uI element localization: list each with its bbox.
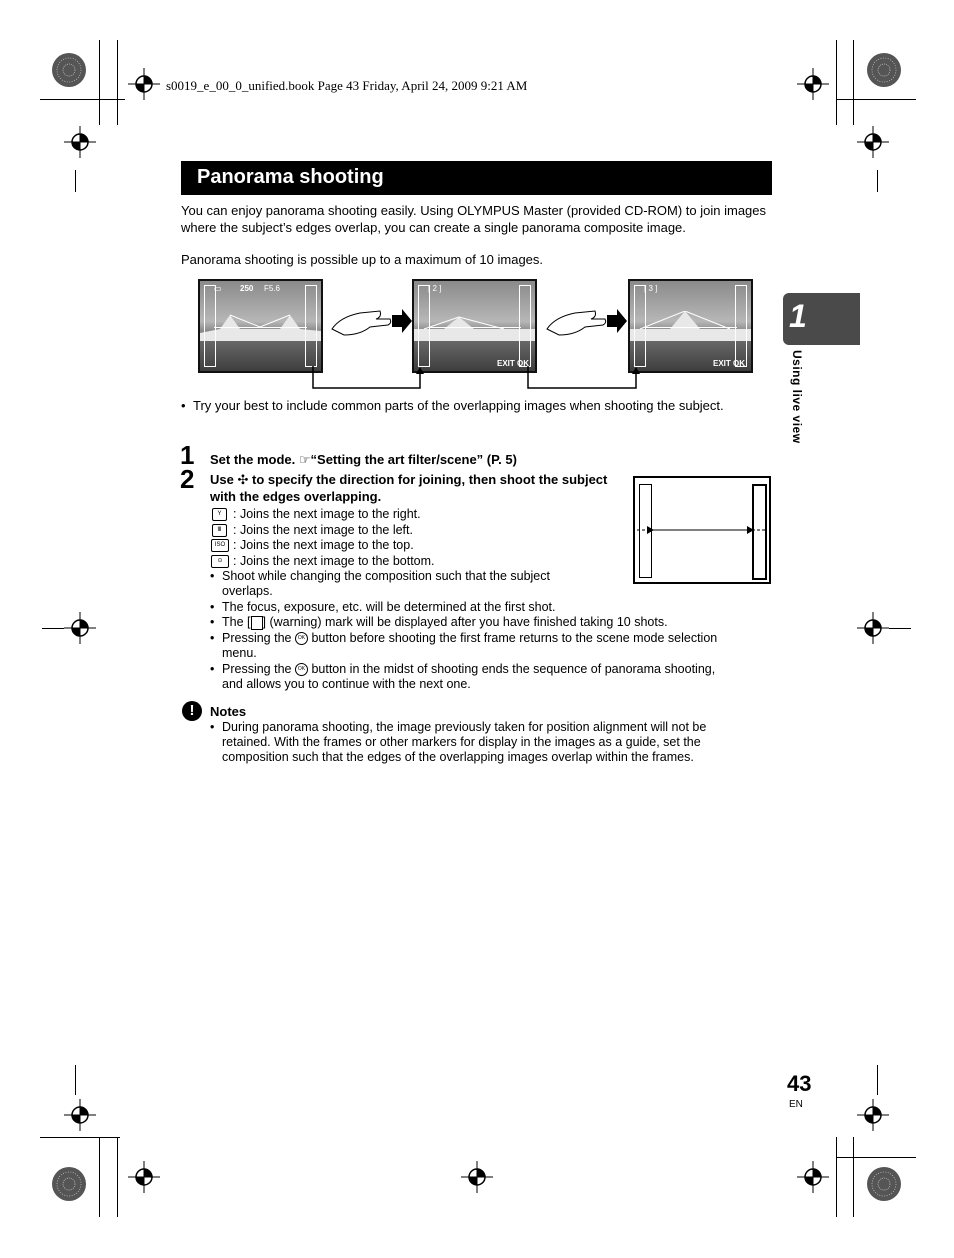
step-1-text: Set the mode. ☞“Setting the art filter/scene” (P. 5) — [210, 452, 517, 467]
caution-icon: ! — [182, 701, 202, 721]
right-button-icon: Y — [212, 508, 227, 521]
registration-mark-icon — [64, 126, 96, 158]
chapter-number: 1 — [789, 298, 807, 334]
step-2-text: Use ✣ to specify the direction for joining, then shoot the subject with the edges overlapping. — [210, 472, 608, 504]
starburst-mark-icon — [51, 1166, 87, 1202]
registration-mark-icon — [797, 68, 829, 100]
page-number: 43 — [787, 1071, 812, 1096]
reference-icon: ☞ — [298, 452, 311, 467]
frame-counter: [ 2 ] — [428, 284, 442, 293]
up-button-icon: ISO — [211, 539, 229, 552]
hand-press-icon — [330, 305, 412, 345]
registration-mark-icon — [857, 1099, 889, 1131]
starburst-mark-icon — [51, 52, 87, 88]
language-code: EN — [789, 1099, 803, 1110]
overlap-guide-diagram — [633, 476, 771, 584]
frame-counter: [ 3 ] — [644, 284, 658, 293]
section-title-bar — [181, 161, 772, 195]
camera-screen-2 — [412, 279, 537, 373]
tip-text: Try your best to include common parts of the overlapping images when shooting the subject. — [193, 398, 724, 413]
intro-paragraph: You can enjoy panorama shooting easily. Using OLYMPUS Master (provided CD-ROM) to join images where the subject’s edges overlap, you can create a single panorama composite image. — [181, 203, 767, 235]
hand-press-icon — [545, 305, 627, 345]
registration-mark-icon — [857, 126, 889, 158]
exit-ok-label: EXIT OK — [496, 359, 529, 368]
guide-arrow-icon — [635, 522, 769, 538]
starburst-mark-icon — [866, 52, 902, 88]
registration-mark-icon — [128, 1161, 160, 1193]
book-file-info: s0019_e_00_0_unified.book Page 43 Friday, April 24, 2009 9:21 AM — [166, 78, 528, 93]
notes-title: Notes — [210, 704, 247, 719]
warning-mark-icon — [251, 616, 263, 630]
starburst-mark-icon — [866, 1166, 902, 1202]
registration-mark-icon — [461, 1161, 493, 1193]
chapter-label: Using live view — [790, 350, 804, 444]
shutter-speed: 250 — [240, 284, 254, 293]
exit-ok-label: EXIT OK — [712, 359, 745, 368]
flow-connectors — [308, 366, 648, 392]
chapter-tab — [783, 293, 860, 345]
ok-button-icon: OK — [295, 663, 308, 676]
aperture: F5.6 — [264, 284, 281, 293]
camera-screen-1: ▭ 250 F5.6 — [198, 279, 323, 373]
section-title: Panorama shooting — [197, 166, 384, 188]
arrow-pad-icon: ✣ — [237, 472, 249, 487]
registration-mark-icon — [64, 1099, 96, 1131]
down-button-icon: ⊙ — [211, 555, 229, 568]
registration-mark-icon — [64, 612, 96, 644]
step-number: 2 — [180, 464, 195, 494]
intro-limit: Panorama shooting is possible up to a maximum of 10 images. — [181, 252, 544, 267]
registration-mark-icon — [797, 1161, 829, 1193]
ok-button-icon: OK — [295, 632, 308, 645]
step-number: 1 — [180, 440, 195, 470]
registration-mark-icon — [857, 612, 889, 644]
camera-screen-3 — [628, 279, 753, 373]
registration-mark-icon — [128, 68, 160, 100]
left-button-icon: Ⅲ — [212, 524, 227, 537]
